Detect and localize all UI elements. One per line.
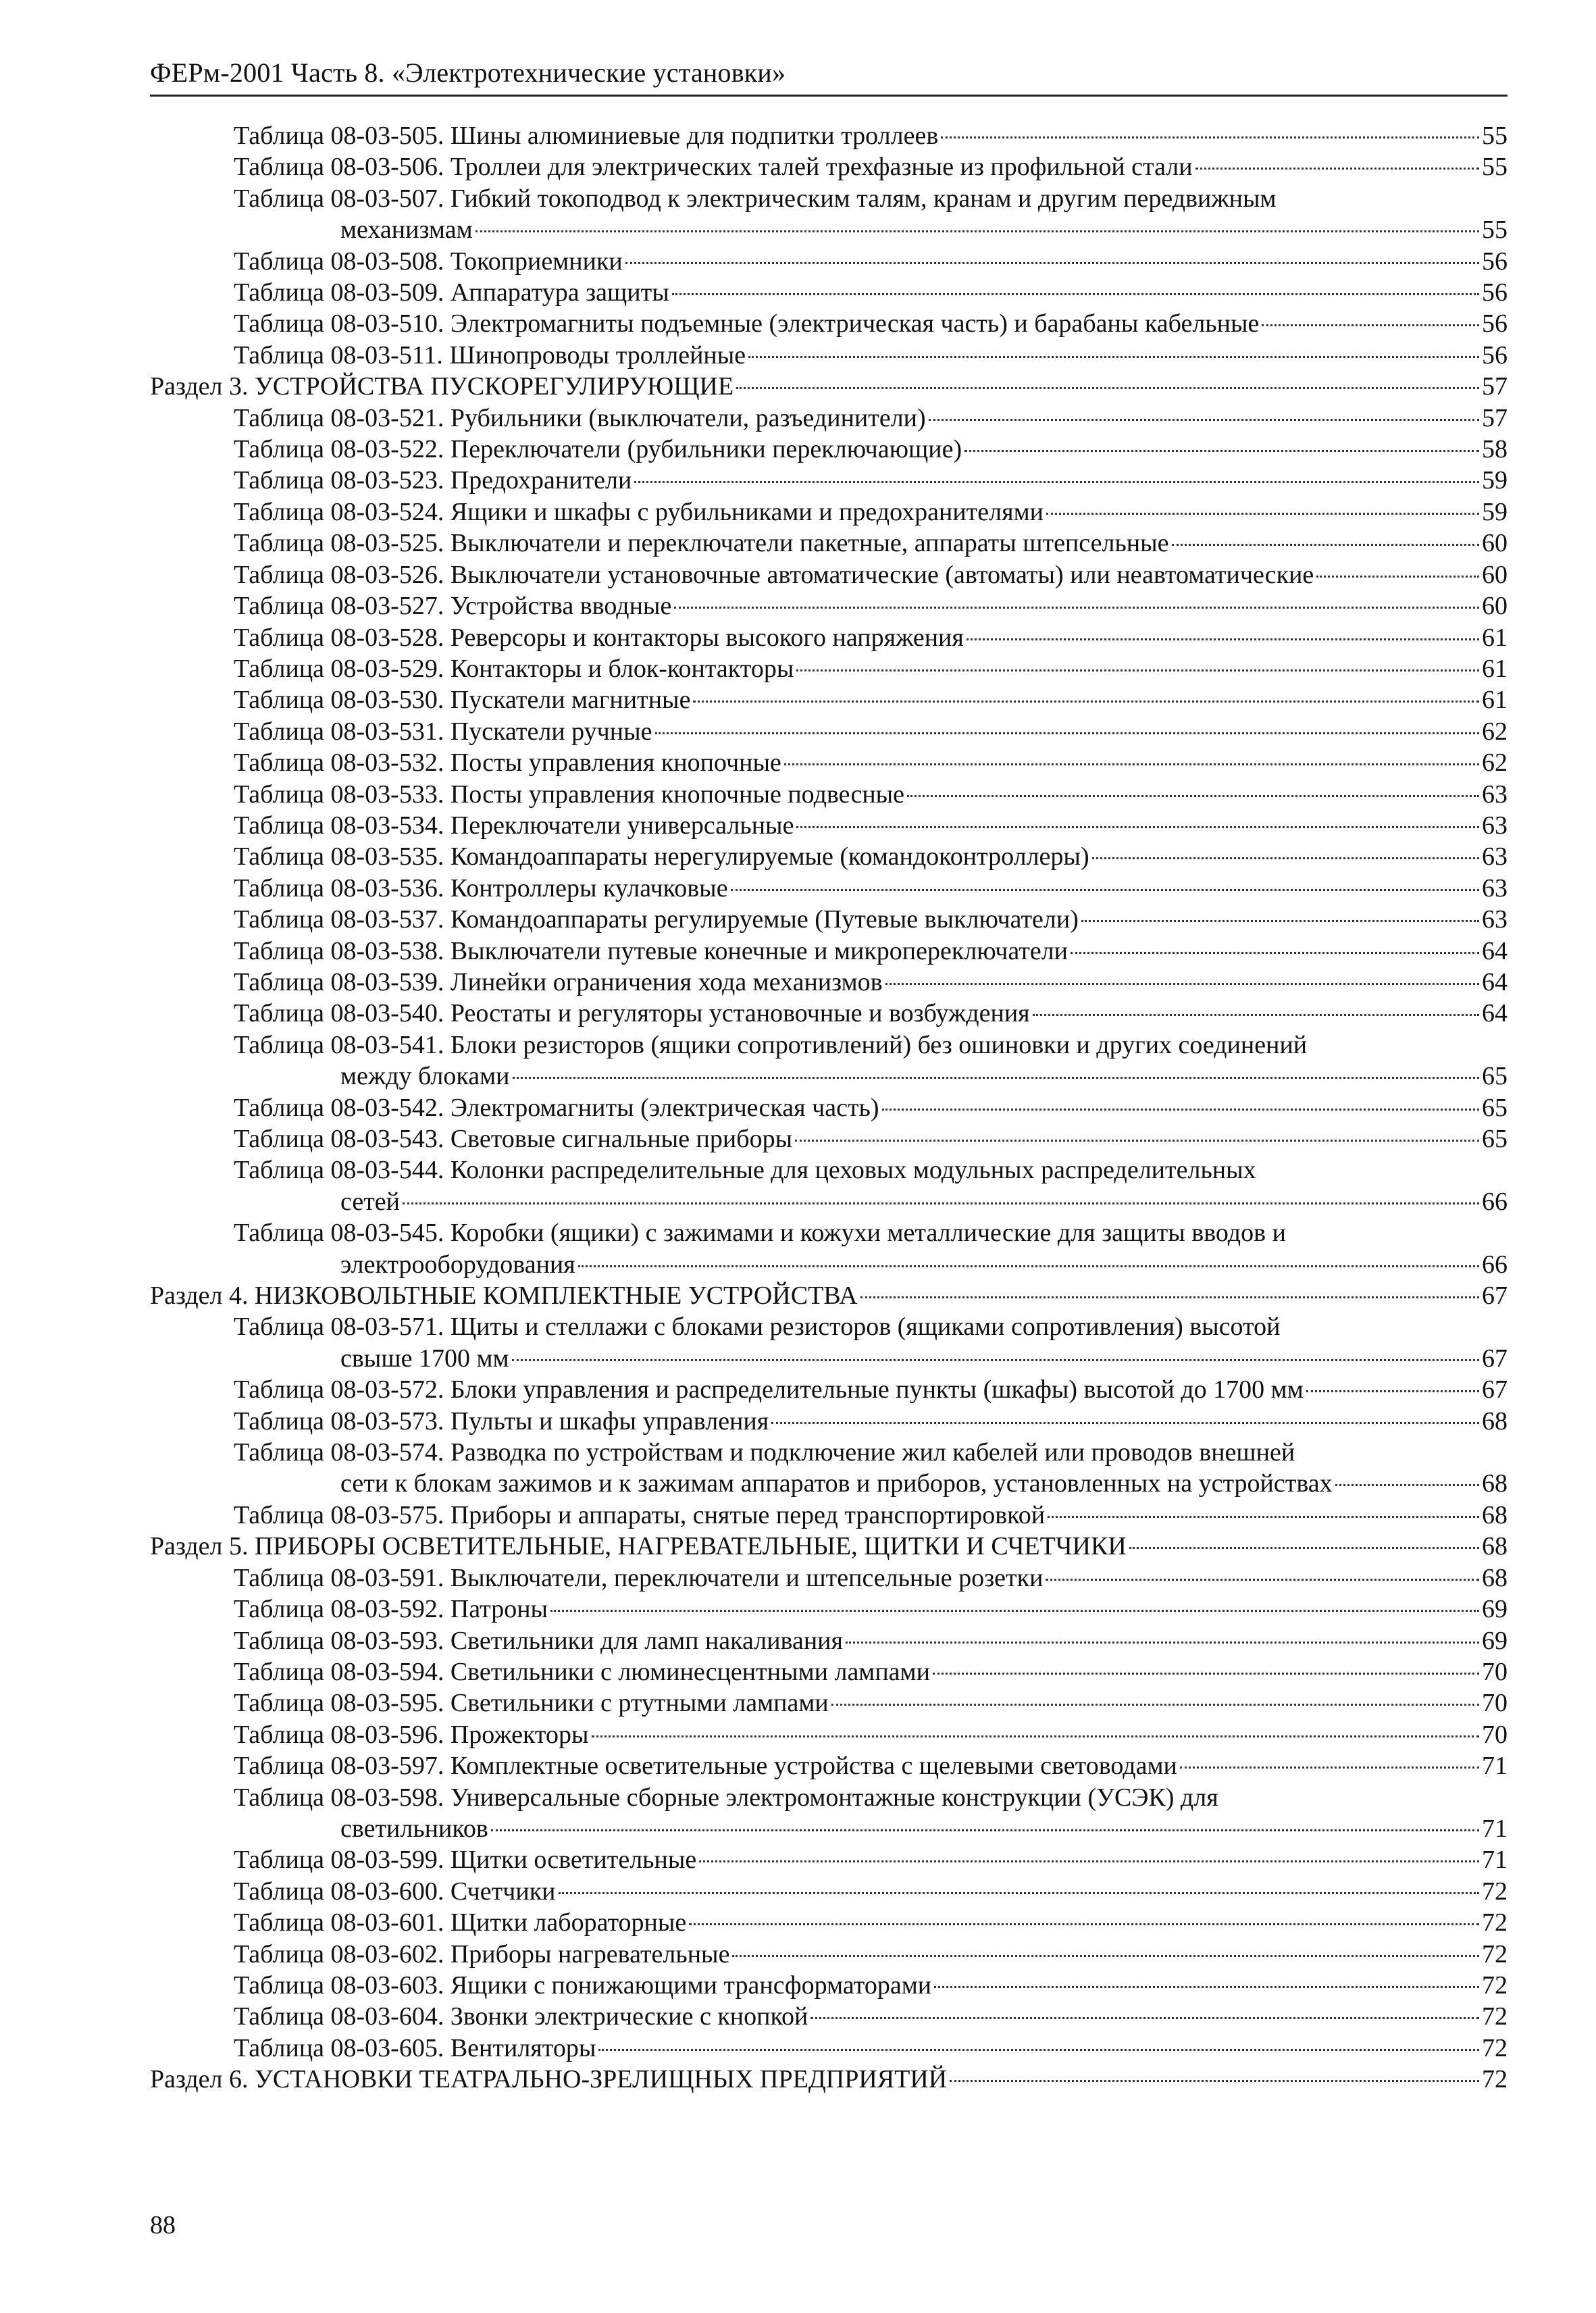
toc-table-entry[interactable] xyxy=(150,497,1508,528)
toc-table-entry[interactable] xyxy=(150,1154,1508,1217)
toc-section-entry[interactable] xyxy=(150,371,1508,402)
dot-leader xyxy=(1033,1014,1479,1016)
toc-page-number: 63 xyxy=(1482,780,1508,809)
toc-table-entry[interactable] xyxy=(150,1092,1508,1123)
toc-page-number: 57 xyxy=(1482,403,1508,432)
toc-entry-title: Таблица 08-03-542. Электромагниты (электрическая часть) xyxy=(234,1093,879,1122)
dot-leader xyxy=(634,481,1479,483)
toc-page-number: 68 xyxy=(1482,1563,1508,1592)
toc-section-entry[interactable] xyxy=(150,2064,1508,2095)
toc-page-number: 70 xyxy=(1482,1657,1508,1686)
toc-table-entry[interactable] xyxy=(150,1656,1508,1687)
toc-entry-continuation: между блоками xyxy=(340,1062,510,1091)
toc-page-number: 70 xyxy=(1482,1689,1508,1718)
dot-leader xyxy=(933,1673,1479,1675)
toc-table-entry[interactable] xyxy=(150,277,1508,308)
toc-table-entry[interactable] xyxy=(150,1625,1508,1656)
toc-page-number: 55 xyxy=(1482,153,1508,182)
toc-table-entry[interactable] xyxy=(150,747,1508,778)
toc-entry-title: Таблица 08-03-522. Переключатели (рубильники переключающие) xyxy=(234,435,962,464)
toc-entry-title: Таблица 08-03-529. Контакторы и блок-контакторы xyxy=(234,654,794,683)
toc-entry-continuation: светильников xyxy=(340,1814,488,1843)
toc-page-number: 67 xyxy=(1482,1281,1508,1311)
toc-page-number: 56 xyxy=(1482,247,1508,276)
toc-table-entry[interactable] xyxy=(150,936,1508,967)
toc-page-number: 62 xyxy=(1482,748,1508,778)
toc-page-number: 64 xyxy=(1482,999,1508,1028)
dot-leader xyxy=(795,1140,1479,1142)
toc-table-entry[interactable] xyxy=(150,1970,1508,2001)
toc-page-number: 66 xyxy=(1482,1250,1508,1279)
toc-entry-title: Таблица 08-03-602. Приборы нагревательные xyxy=(234,1939,730,1968)
running-head: ФЕРм-2001 Часть 8. «Электротехнические установки» xyxy=(150,57,786,88)
dot-leader xyxy=(731,889,1479,891)
dot-leader xyxy=(950,2080,1479,2082)
toc-entry-title: Таблица 08-03-592. Патроны xyxy=(234,1595,548,1624)
dot-leader xyxy=(1129,1547,1479,1549)
dot-leader xyxy=(1306,1390,1479,1392)
toc-entry-title: Таблица 08-03-593. Светильники для ламп накаливания xyxy=(234,1626,843,1655)
toc-entry-title: Таблица 08-03-538. Выключатели путевые конечные и микропереключатели xyxy=(234,936,1068,965)
toc-entry-continuation-line xyxy=(234,1343,1508,1374)
dot-leader xyxy=(882,1109,1479,1111)
toc-entry-title: Таблица 08-03-523. Предохранители xyxy=(234,466,632,495)
toc-page-number: 71 xyxy=(1482,1752,1508,1781)
toc-page-number: 59 xyxy=(1482,466,1508,495)
toc-table-entry[interactable] xyxy=(150,967,1508,998)
toc-page-number: 72 xyxy=(1482,1908,1508,1937)
dot-leader xyxy=(1172,544,1479,546)
dot-leader xyxy=(796,669,1479,671)
toc-table-entry[interactable] xyxy=(150,183,1508,246)
toc-table-entry[interactable] xyxy=(150,1782,1508,1845)
toc-entry-title: Таблица 08-03-509. Аппаратура защиты xyxy=(234,278,669,307)
toc-entry-continuation: сетей xyxy=(340,1187,401,1216)
toc-table-entry[interactable] xyxy=(150,873,1508,904)
toc-entry-title: Таблица 08-03-527. Устройства вводные xyxy=(234,592,672,621)
dot-leader xyxy=(475,230,1479,232)
dot-leader xyxy=(784,763,1479,765)
toc-entry-title: Таблица 08-03-535. Командоаппараты нерегулируемые (командоконтроллеры) xyxy=(234,842,1089,871)
toc-page-number: 67 xyxy=(1482,1375,1508,1404)
toc-table-entry[interactable] xyxy=(150,559,1508,590)
toc-entry-continuation: свыше 1700 мм xyxy=(340,1344,509,1373)
toc-entry-title: Таблица 08-03-545. Коробки (ящики) с зажимами и кожухи металлические для защиты вводов и xyxy=(234,1219,1286,1248)
toc-entry-continuation-line xyxy=(234,1249,1508,1280)
toc-table-entry[interactable] xyxy=(150,1844,1508,1875)
toc-table-entry[interactable] xyxy=(150,1311,1508,1374)
dot-leader xyxy=(513,1077,1480,1079)
toc-table-entry[interactable] xyxy=(150,403,1508,434)
toc-entry-title: Таблица 08-03-596. Прожекторы xyxy=(234,1720,589,1749)
dot-leader xyxy=(934,1986,1479,1988)
toc-page-number: 69 xyxy=(1482,1595,1508,1624)
toc-table-entry[interactable] xyxy=(150,434,1508,465)
dot-leader xyxy=(550,1610,1479,1612)
toc-page-number: 71 xyxy=(1482,1846,1508,1875)
dot-leader xyxy=(491,1829,1479,1831)
dot-leader xyxy=(771,1422,1479,1424)
dot-leader xyxy=(578,1265,1479,1267)
toc-entry-title: Таблица 08-03-508. Токоприемники xyxy=(234,247,623,276)
toc-entry-title: Таблица 08-03-540. Реостаты и регуляторы установочные и возбуждения xyxy=(234,999,1030,1028)
dot-leader xyxy=(699,1860,1479,1862)
dot-leader xyxy=(403,1202,1479,1204)
toc-entry-title: Таблица 08-03-573. Пульты и шкафы управления xyxy=(234,1406,769,1435)
toc-table-entry[interactable] xyxy=(150,1939,1508,1970)
dot-leader xyxy=(655,732,1479,734)
toc-table-entry[interactable] xyxy=(150,120,1508,151)
toc-page-number: 64 xyxy=(1482,967,1508,996)
toc-table-entry[interactable] xyxy=(150,1562,1508,1594)
toc-section-entry[interactable] xyxy=(150,1531,1508,1562)
toc-page-number: 60 xyxy=(1482,529,1508,558)
toc-table-entry[interactable] xyxy=(150,2001,1508,2032)
toc-entry-continuation-line xyxy=(234,1186,1508,1217)
dot-leader xyxy=(689,1923,1479,1925)
toc-page-number: 68 xyxy=(1482,1532,1508,1561)
toc-page-number: 72 xyxy=(1482,1939,1508,1968)
toc-entry-title: Таблица 08-03-524. Ящики и шкафы с рубильниками и предохранителями xyxy=(234,497,1044,526)
toc-page-number: 62 xyxy=(1482,717,1508,746)
toc-table-entry[interactable] xyxy=(150,465,1508,496)
toc-entry-title: Таблица 08-03-598. Универсальные сборные электромонтажные конструкции (УСЭК) для xyxy=(234,1783,1218,1812)
toc-page-number: 61 xyxy=(1482,654,1508,683)
toc-table-entry[interactable] xyxy=(150,1594,1508,1625)
toc-entry-title: Таблица 08-03-601. Щитки лабораторные xyxy=(234,1908,687,1937)
toc-page-number: 61 xyxy=(1482,686,1508,715)
toc-entry-title: Таблица 08-03-531. Пускатели ручные xyxy=(234,717,652,746)
toc-entry-title: Таблица 08-03-600. Счетчики xyxy=(234,1877,556,1906)
dot-leader xyxy=(1180,1766,1479,1769)
toc-page-number: 56 xyxy=(1482,309,1508,338)
dot-leader xyxy=(860,1296,1479,1298)
toc-entry-continuation: электрооборудования xyxy=(340,1250,575,1279)
toc-entry-title: Таблица 08-03-534. Переключатели универсальные xyxy=(234,811,794,840)
toc-page-number: 55 xyxy=(1482,215,1508,245)
dot-leader xyxy=(1195,168,1479,170)
toc-entry-title: Таблица 08-03-505. Шины алюминиевые для подпитки троллеев xyxy=(234,122,939,150)
toc-table-entry[interactable] xyxy=(150,308,1508,339)
toc-table-entry[interactable] xyxy=(150,653,1508,684)
dot-leader xyxy=(1048,1516,1479,1518)
toc-entry-title: Таблица 08-03-543. Световые сигнальные приборы xyxy=(234,1125,793,1153)
toc-entry-title: Таблица 08-03-594. Светильники с люминесцентными лампами xyxy=(234,1657,930,1686)
toc-page-number: 56 xyxy=(1482,278,1508,307)
toc-entry-title: Таблица 08-03-604. Звонки электрические с кнопкой xyxy=(234,2002,808,2031)
toc-entry-title: Таблица 08-03-574. Разводка по устройствам и подключение жил кабелей или проводов внешней xyxy=(234,1438,1295,1467)
toc-entry-title: Таблица 08-03-528. Реверсоры и контакторы высокого напряжения xyxy=(234,623,964,652)
toc-table-entry[interactable] xyxy=(150,1406,1508,1437)
toc-entry-title: Таблица 08-03-603. Ящики с понижающими трансформаторами xyxy=(234,1971,932,2000)
toc-table-entry[interactable] xyxy=(150,1719,1508,1750)
toc-page-number: 72 xyxy=(1482,2033,1508,2062)
toc-table-entry[interactable] xyxy=(150,841,1508,872)
toc-page-number: 58 xyxy=(1482,435,1508,464)
toc-entry-continuation-line xyxy=(234,1813,1508,1844)
toc-entry-title: Таблица 08-03-525. Выключатели и переключатели пакетные, аппараты штепсельные xyxy=(234,529,1169,558)
toc-table-entry[interactable] xyxy=(150,716,1508,747)
dot-leader xyxy=(831,1704,1479,1706)
toc-entry-title: Раздел 5. ПРИБОРЫ ОСВЕТИТЕЛЬНЫЕ, НАГРЕВАТЕЛЬНЫЕ, ЩИТКИ И СЧЕТЧИКИ xyxy=(150,1532,1127,1561)
toc-entry-title: Таблица 08-03-571. Щиты и стеллажи с блоками резисторов (ящиками сопротивления) высотой xyxy=(234,1313,1281,1342)
toc-entry-title: Таблица 08-03-541. Блоки резисторов (ящики сопротивлений) без ошиновки и других соединений xyxy=(234,1030,1308,1059)
dot-leader xyxy=(810,2017,1479,2019)
toc-entry-continuation: механизмам xyxy=(340,215,473,245)
toc-entry-title: Таблица 08-03-572. Блоки управления и распределительные пункты (шкафы) высотой до 1700 мм xyxy=(234,1375,1304,1404)
toc-page-number: 63 xyxy=(1482,873,1508,903)
toc-page-number: 68 xyxy=(1482,1406,1508,1435)
dot-leader xyxy=(967,638,1479,640)
toc-table-entry[interactable] xyxy=(150,810,1508,841)
toc-entry-title: Таблица 08-03-533. Посты управления кнопочные подвесные xyxy=(234,780,905,809)
toc-entry-title: Таблица 08-03-507. Гибкий токоподвод к электрическим талям, кранам и другим передвижным xyxy=(234,184,1277,213)
toc-table-entry[interactable] xyxy=(150,151,1508,182)
dot-leader xyxy=(1046,513,1479,515)
toc-page-number: 57 xyxy=(1482,372,1508,401)
toc-entry-title: Таблица 08-03-599. Щитки осветительные xyxy=(234,1846,697,1875)
toc-entry-continuation-line xyxy=(234,1468,1508,1499)
toc-table-entry[interactable] xyxy=(150,1907,1508,1938)
toc-entry-title: Раздел 6. УСТАНОВКИ ТЕАТРАЛЬНО-ЗРЕЛИЩНЫХ ПРЕДПРИЯТИЙ xyxy=(150,2065,948,2094)
toc-page-number: 65 xyxy=(1482,1093,1508,1122)
toc-entry-continuation-line xyxy=(234,1061,1508,1092)
toc-table-entry[interactable] xyxy=(150,590,1508,621)
toc-entry-title: Раздел 4. НИЗКОВОЛЬТНЫЕ КОМПЛЕКТНЫЕ УСТРОЙСТВА xyxy=(150,1281,858,1311)
toc-table-entry[interactable] xyxy=(150,1217,1508,1280)
toc-table-entry[interactable] xyxy=(150,998,1508,1029)
page-number: 88 xyxy=(150,2211,176,2239)
toc-entry-continuation: сети к блокам зажимов и к зажимам аппаратов и приборов, установленных на устройствах xyxy=(340,1469,1333,1498)
dot-leader xyxy=(796,826,1479,828)
toc-table-entry[interactable] xyxy=(150,1374,1508,1405)
toc-table-entry[interactable] xyxy=(150,528,1508,559)
toc-entry-title: Таблица 08-03-530. Пускатели магнитные xyxy=(234,686,691,715)
toc-table-entry[interactable] xyxy=(150,779,1508,810)
toc-page-number: 68 xyxy=(1482,1469,1508,1498)
toc-page-number: 63 xyxy=(1482,842,1508,871)
dot-leader xyxy=(1262,324,1479,326)
dot-leader xyxy=(598,2049,1479,2051)
toc-entry-title: Таблица 08-03-506. Троллеи для электрических талей трехфазные из профильной стали xyxy=(234,153,1193,182)
toc-table-entry[interactable] xyxy=(150,340,1508,371)
dot-leader xyxy=(674,607,1479,609)
toc-page-number: 61 xyxy=(1482,623,1508,652)
dot-leader xyxy=(672,293,1479,295)
dot-leader xyxy=(748,356,1479,358)
toc-entry-title: Таблица 08-03-510. Электромагниты подъемные (электрическая часть) и барабаны кабельные xyxy=(234,309,1260,338)
dot-leader xyxy=(929,419,1479,421)
toc-entry-title: Таблица 08-03-536. Контроллеры кулачковые xyxy=(234,873,728,903)
dot-leader xyxy=(1335,1484,1479,1486)
toc-entry-title: Таблица 08-03-544. Колонки распределительные для цеховых модульных распределительных xyxy=(234,1156,1256,1185)
toc-entry-title: Таблица 08-03-575. Приборы и аппараты, снятые перед транспортировкой xyxy=(234,1500,1046,1529)
toc-table-entry[interactable] xyxy=(150,2033,1508,2064)
dot-leader xyxy=(1316,576,1479,578)
toc-page-number: 64 xyxy=(1482,936,1508,965)
toc-table-entry[interactable] xyxy=(150,904,1508,935)
toc-page-number: 63 xyxy=(1482,811,1508,840)
toc-page-number: 65 xyxy=(1482,1125,1508,1153)
toc-page-number: 67 xyxy=(1482,1344,1508,1373)
toc-page-number: 59 xyxy=(1482,497,1508,526)
toc-table-entry[interactable] xyxy=(150,1123,1508,1154)
toc-page-number: 72 xyxy=(1482,2065,1508,2094)
toc-table-entry[interactable] xyxy=(150,1687,1508,1719)
toc-page-number: 68 xyxy=(1482,1500,1508,1529)
dot-leader xyxy=(625,262,1479,264)
toc-entry-continuation-line xyxy=(234,214,1508,245)
toc-table-entry[interactable] xyxy=(150,1437,1508,1500)
toc-entry-title: Таблица 08-03-605. Вентиляторы xyxy=(234,2033,596,2062)
toc-page-number: 60 xyxy=(1482,592,1508,621)
toc-entry-title: Таблица 08-03-595. Светильники с ртутными лампами xyxy=(234,1689,829,1718)
dot-leader xyxy=(846,1642,1479,1644)
toc-page-number: 55 xyxy=(1482,122,1508,150)
header-rule xyxy=(150,95,1508,97)
toc-table-entry[interactable] xyxy=(150,1500,1508,1531)
toc-table-entry[interactable] xyxy=(150,1876,1508,1907)
toc-entry-title: Таблица 08-03-591. Выключатели, переключатели и штепсельные розетки xyxy=(234,1563,1044,1592)
toc-section-entry[interactable] xyxy=(150,1280,1508,1311)
toc-entry-title: Таблица 08-03-539. Линейки ограничения хода механизмов xyxy=(234,967,883,996)
toc-entry-title: Раздел 3. УСТРОЙСТВА ПУСКОРЕГУЛИРУЮЩИЕ xyxy=(150,372,734,401)
dot-leader xyxy=(559,1892,1479,1894)
toc-entry-title: Таблица 08-03-526. Выключатели установочные автоматические (автоматы) или неавтоматические xyxy=(234,560,1314,589)
table-of-contents xyxy=(150,120,1508,2095)
toc-entry-title: Таблица 08-03-597. Комплектные осветительные устройства с щелевыми световодами xyxy=(234,1752,1177,1781)
dot-leader xyxy=(1071,952,1479,954)
dot-leader xyxy=(964,450,1479,452)
toc-page-number: 63 xyxy=(1482,905,1508,934)
toc-page-number: 56 xyxy=(1482,340,1508,370)
toc-table-entry[interactable] xyxy=(150,1750,1508,1781)
dot-leader xyxy=(512,1359,1479,1361)
toc-page-number: 65 xyxy=(1482,1062,1508,1091)
toc-page-number: 72 xyxy=(1482,1971,1508,2000)
dot-leader xyxy=(736,387,1479,389)
toc-table-entry[interactable] xyxy=(150,246,1508,277)
toc-table-entry[interactable] xyxy=(150,684,1508,715)
dot-leader xyxy=(907,795,1479,797)
dot-leader xyxy=(732,1955,1479,1957)
toc-page-number: 69 xyxy=(1482,1626,1508,1655)
toc-entry-title: Таблица 08-03-511. Шинопроводы троллейные xyxy=(234,340,746,370)
toc-page-number: 60 xyxy=(1482,560,1508,589)
toc-page-number: 72 xyxy=(1482,2002,1508,2031)
toc-page-number: 70 xyxy=(1482,1720,1508,1749)
toc-entry-title: Таблица 08-03-532. Посты управления кнопочные xyxy=(234,748,781,778)
toc-table-entry[interactable] xyxy=(150,1030,1508,1092)
dot-leader xyxy=(885,983,1479,985)
toc-page-number: 71 xyxy=(1482,1814,1508,1843)
toc-entry-title: Таблица 08-03-521. Рубильники (выключатели, разъединители) xyxy=(234,403,926,432)
dot-leader xyxy=(1046,1579,1479,1581)
toc-entry-title: Таблица 08-03-537. Командоаппараты регулируемые (Путевые выключатели) xyxy=(234,905,1079,934)
toc-table-entry[interactable] xyxy=(150,622,1508,653)
toc-page-number: 66 xyxy=(1482,1187,1508,1216)
toc-page-number: 72 xyxy=(1482,1877,1508,1906)
dot-leader xyxy=(1081,920,1479,922)
dot-leader xyxy=(592,1735,1479,1737)
dot-leader xyxy=(693,701,1479,703)
dot-leader xyxy=(941,136,1479,138)
dot-leader xyxy=(1092,857,1479,859)
